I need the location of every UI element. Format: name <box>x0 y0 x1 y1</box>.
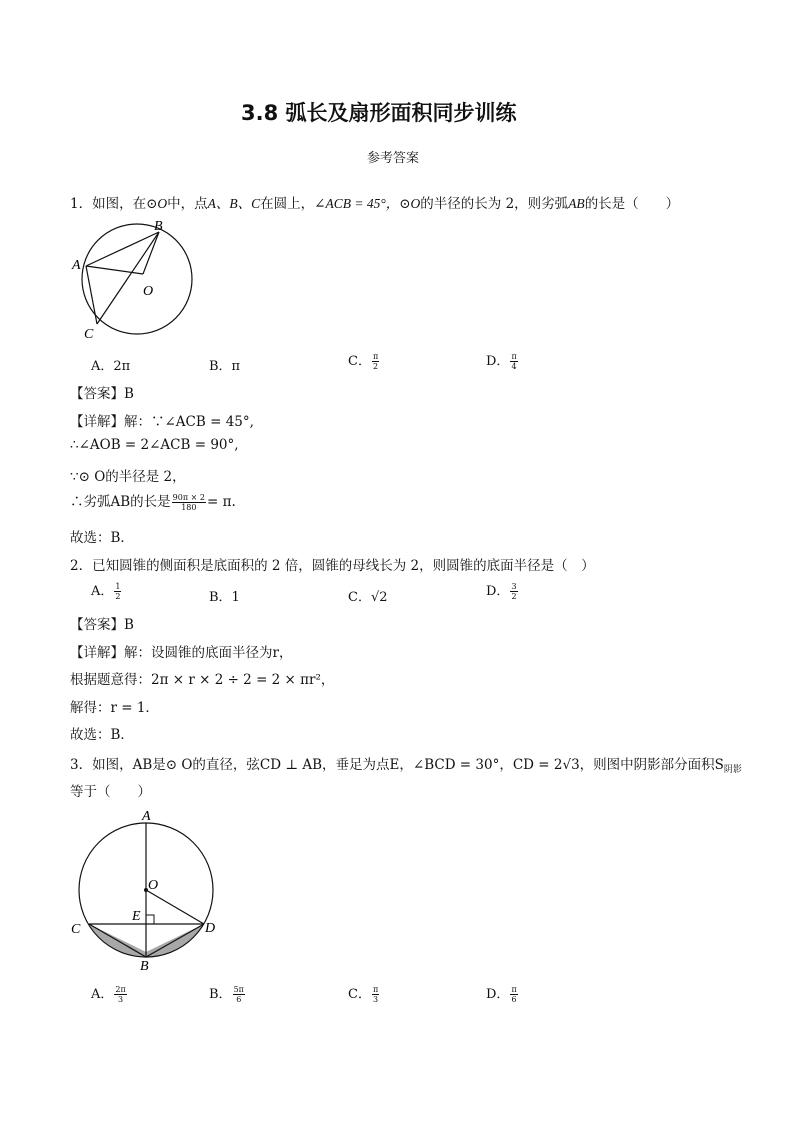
q2-option-b[interactable]: B．1 <box>209 590 240 605</box>
label-B: B <box>140 959 149 973</box>
q2-option-c[interactable]: C．√2 <box>348 590 388 605</box>
label-C: C <box>71 922 81 937</box>
label-O: O <box>148 878 159 893</box>
q2-option-d[interactable]: D． $\frac{3}{2}$ <box>486 582 517 601</box>
q1-detail-4: ∴劣弧AB的长是 $\frac{90\pi \times 2}{180}$ = π. <box>70 493 236 512</box>
label-C: C <box>84 327 94 342</box>
label-A: A <box>72 258 81 273</box>
q1-stem: 1．如图，在⊙O中，点A、B、C在圆上，∠ACB = 45°，⊙O的半径的长为 2，则劣弧AB的长是（ ） <box>70 196 680 212</box>
q1-option-a[interactable]: A．2π <box>91 359 131 374</box>
q3-option-c[interactable]: C． $\frac{\pi}{3}$ <box>348 985 379 1004</box>
q3-option-b[interactable]: B． $\frac{5\pi}{6}$ <box>209 985 244 1004</box>
q1-detail-3: ∵⊙ O的半径是 2， <box>70 469 186 485</box>
q1-option-d[interactable]: D． $\frac{\pi}{4}$ <box>486 352 517 371</box>
q2-choose: 故选：B． <box>70 727 134 743</box>
q1-detail-2: ∴∠AOB = 2∠ACB = 90°, <box>70 437 239 453</box>
label-A: A <box>142 809 151 824</box>
q1-option-c[interactable]: C． $\frac{\pi}{2}$ <box>348 352 379 371</box>
q3-option-d[interactable]: D． $\frac{\pi}{6}$ <box>486 985 517 1004</box>
q1-answer: 【答案】B <box>70 386 134 402</box>
q1-figure <box>66 212 206 342</box>
q3-option-a[interactable]: A． $\frac{2\pi}{3}$ <box>91 985 126 1004</box>
q3-figure <box>66 803 226 973</box>
label-D: D <box>205 921 216 936</box>
q1-detail-1: 【详解】解：∵∠ACB = 45°, <box>70 414 254 430</box>
q2-detail-3: 解得：r = 1． <box>70 700 159 716</box>
q2-stem: 2．已知圆锥的侧面积是底面积的 2 倍，圆锥的母线长为 2，则圆锥的底面半径是（ ） <box>70 558 595 574</box>
q2-detail-2: 根据题意得：2π × r × 2 ÷ 2 = 2 × πr²， <box>70 672 335 688</box>
page-subtitle: 参考答案 <box>367 151 420 166</box>
q2-option-a[interactable]: A． $\frac{1}{2}$ <box>91 582 121 601</box>
q3-stem-line1: 3．如图，AB是⊙ O的直径，弦CD ⊥ AB，垂足为点E，∠BCD = 30°，CD = 2√3，则图中阴影部分面积$S_{阴影}$ <box>70 757 742 775</box>
q2-answer: 【答案】B <box>70 617 134 633</box>
page-title: 3.8 弧长及扇形面积同步训练 <box>241 101 517 125</box>
label-B: B <box>154 219 163 234</box>
q1-option-b[interactable]: B．π <box>209 359 241 374</box>
label-E: E <box>132 909 141 924</box>
q2-detail-1: 【详解】解：设圆锥的底面半径为r， <box>70 645 293 661</box>
q1-choose: 故选：B． <box>70 530 134 546</box>
label-O: O <box>143 284 154 299</box>
q3-stem-line2: 等于（ ） <box>70 784 151 800</box>
